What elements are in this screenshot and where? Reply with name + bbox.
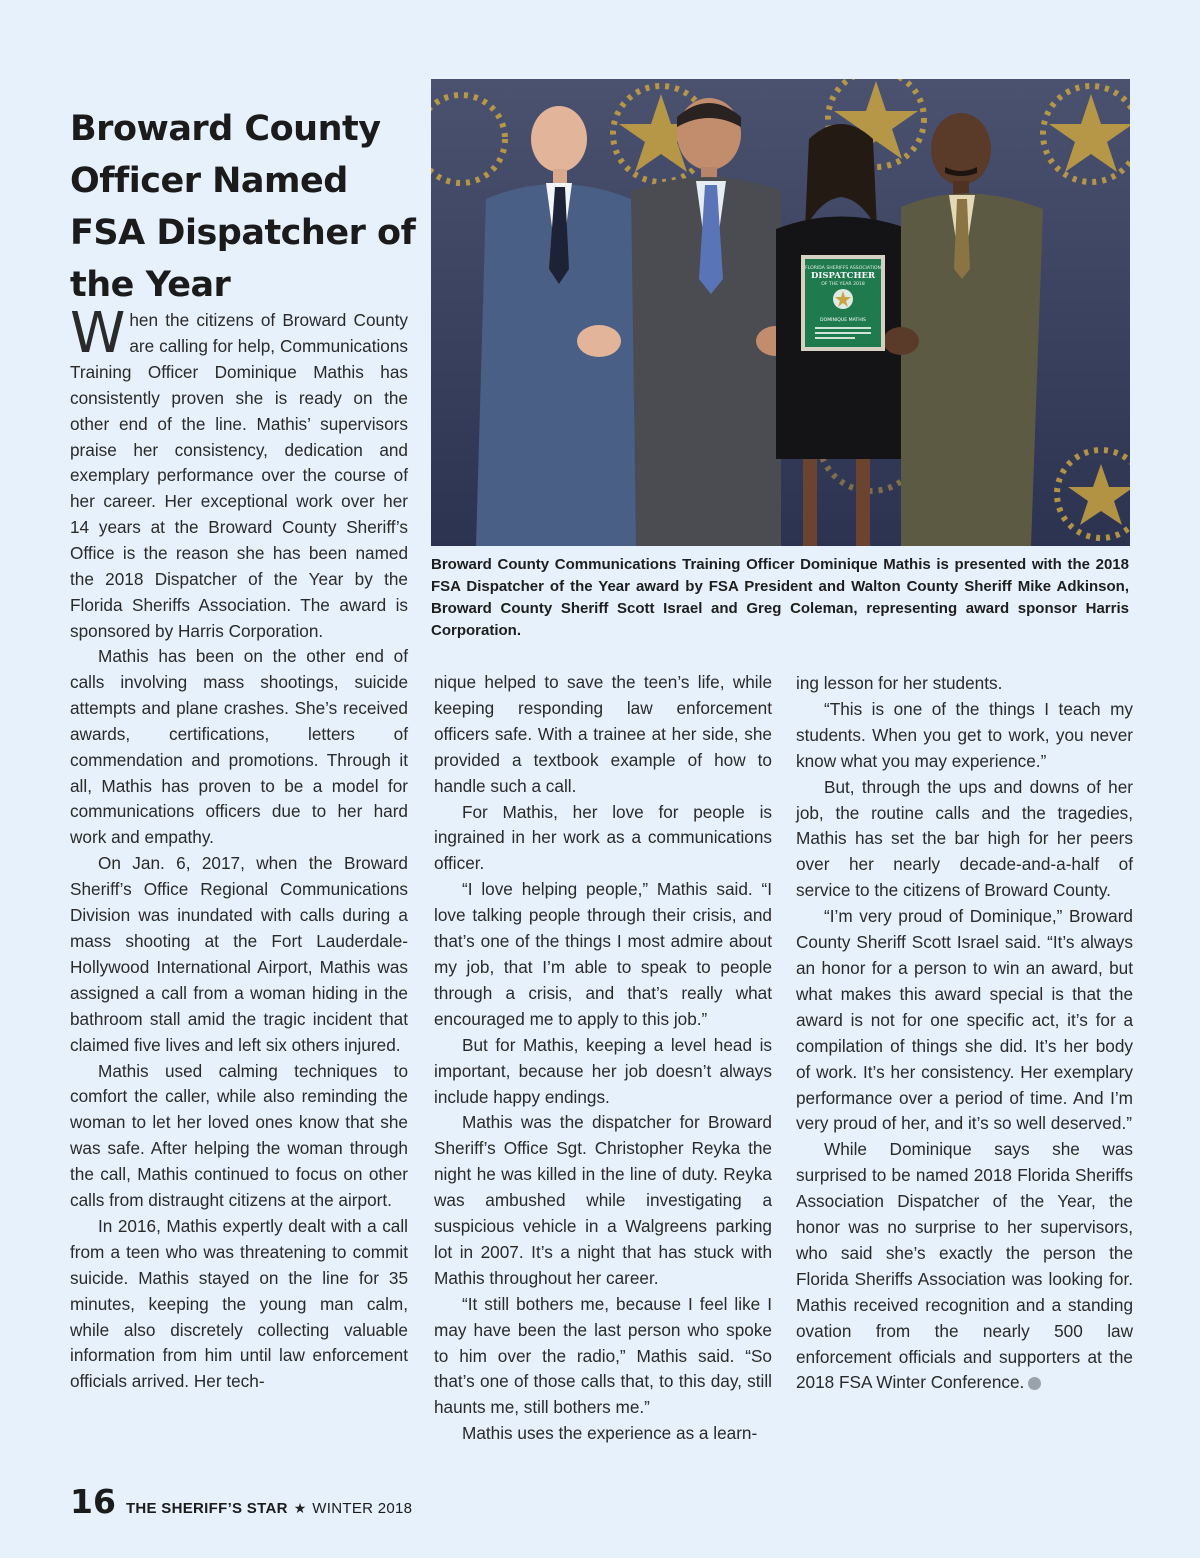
article-paragraph-1: [70, 301, 408, 645]
star-badge-icon: ★: [1028, 1377, 1041, 1390]
article-paragraph: In 2016, Mathis expertly dealt with a call from a teen who was threatening to commit suicide. Mathis stayed on the line for 35 minutes, keeping the young man calm, while also discretely collecting valuable information from him until law enforcement officials arrived. Her tech-: [70, 1215, 408, 1392]
article-paragraph-last-text: While Dominique says she was surprised to be named 2018 Florida Sheriffs Association Dispatcher of the Year, the honor was no surprise to her supervisors, who said she’s exactly the person the Florida Sheriffs Association was looking for. Mathis received recognition and a standing ovation from the nearly 500 law enforcement officials and supporters at the 2018 FSA Winter Conference.: [796, 1139, 1133, 1393]
publication-name: THE SHERIFF’S STAR: [125, 1500, 288, 1517]
article-column-3: [796, 671, 1133, 1396]
article-paragraph: “This is one of the things I teach my students. When you get to work, you never know what you may experience.”: [796, 698, 1133, 771]
plaque-subtitle: OF THE YEAR 2018: [821, 282, 865, 287]
article-paragraph: For Mathis, her love for people is ingrained in her work as a communications officer.: [434, 801, 772, 874]
article-paragraph: Mathis was the dispatcher for Broward Sheriff’s Office Sgt. Christopher Reyka the night he was killed in the line of duty. Reyka was ambushed while investigating a suspicious vehicle in a Walgreens parking lot in 2007. It’s a night that has stuck with Mathis throughout her career.: [434, 1112, 772, 1288]
article-headline: Broward County Officer Named FSA Dispatcher of the Year: [70, 109, 416, 306]
article-column-1-top: [70, 301, 408, 645]
photo-caption: Broward County Communications Training Officer Dominique Mathis is presented with the 2018 FSA Dispatcher of the Year award by FSA President and Walton County Sheriff Mike Adkinson, Broward County Sheriff Scott Israel and Greg Coleman, representing award sponsor Harris Corporation.: [431, 556, 1129, 639]
issue-name: WINTER 2018: [312, 1500, 413, 1517]
article-paragraph: But for Mathis, keeping a level head is important, because her job doesn’t always include happy endings.: [434, 1034, 772, 1107]
award-photo: [431, 79, 1130, 546]
plaque-name: DOMINIQUE MATHIS: [820, 318, 866, 323]
article-paragraph: nique helped to save the teen’s life, while keeping responding law enforcement officers safe. With a trainee at her side, she provided a textbook example of how to handle such a call.: [434, 672, 772, 796]
article-paragraph-1-text: hen the citizens of Broward County are calling for help, Communications Training Officer Dominique Mathis has consistently proven she is ready on the other end of the line. Mathis’ supervisors praise her consistency, dedication and exemplary performance over the course of her career. Her exceptional work over her 14 years at the Broward County Sheriff’s Office is the reason she has been named the 2018 Dispatcher of the Year by the Florida Sheriffs Association. The award is sponsored by Harris Corporation.: [70, 310, 408, 641]
article-paragraph: Mathis uses the experience as a learn-: [462, 1423, 758, 1444]
article-paragraph: “I love helping people,” Mathis said. “I love talking people through their crisis, and that’s one of the things I most admire about my job, that I’m able to speak to people through a crisis, and that’s really what encouraged me to apply to this job.”: [434, 879, 772, 1029]
article-paragraph: ing lesson for her students.: [796, 673, 1003, 693]
plaque-org: FLORIDA SHERIFFS ASSOCIATION: [805, 266, 881, 271]
page-number: 16: [70, 1482, 116, 1521]
article-paragraph: “I’m very proud of Dominique,” Broward County Sheriff Scott Israel said. “It’s always an honor for a person to win an award, but what makes this award special is that the award is not for one specific act, it’s for a compilation of things she did. It’s her body of work. It’s her consistency. Her exemplary performance over a period of time. And I’m very proud of her, and it’s so well deserved.”: [796, 906, 1133, 1134]
plaque-title: DISPATCHER: [810, 271, 876, 281]
article-paragraph: “It still bothers me, because I feel like I may have been the last person who spoke to him over the radio,” Mathis said. “So that’s one of those calls that, to this day, still haunts me, still bothers me.”: [434, 1293, 772, 1418]
award-photo-illustration: [431, 79, 1130, 546]
award-plaque: [801, 255, 885, 351]
drop-cap: W: [70, 301, 126, 366]
article-paragraph-last: [796, 1137, 1133, 1396]
article-paragraph: On Jan. 6, 2017, when the Broward Sheriff’s Office Regional Communications Division was inundated with calls during a mass shooting at the Fort Lauderdale-Hollywood International Airport, Mathis was assigned a call from a woman hiding in the bathroom stall amid the tragic incident that claimed five lives and left six others injured.: [70, 853, 408, 1055]
article-paragraph: But, through the ups and downs of her job, the routine calls and the tragedies, Mathis has set the bar high for her peers over her nearly decade-and-a-half of service to the citizens of Broward County.: [796, 776, 1133, 901]
star-icon: ★: [293, 1500, 307, 1516]
article-column-1: [70, 644, 408, 1395]
article-column-2: [434, 670, 772, 1447]
article-paragraph: Mathis used calming techniques to comfort the caller, while also reminding the woman to let her loved ones know that she was safe. After helping the woman through the call, Mathis continued to focus on other calls from distraught citizens at the airport.: [70, 1060, 408, 1211]
page-footer: [70, 1482, 412, 1522]
article-paragraph: Mathis has been on the other end of calls involving mass shootings, suicide attempts and plane crashes. She’s received awards, certifications, letters of commendation and promotions. Through it all, Mathis has proven to be a model for communications officers due to her hard work and empathy.: [70, 646, 408, 848]
